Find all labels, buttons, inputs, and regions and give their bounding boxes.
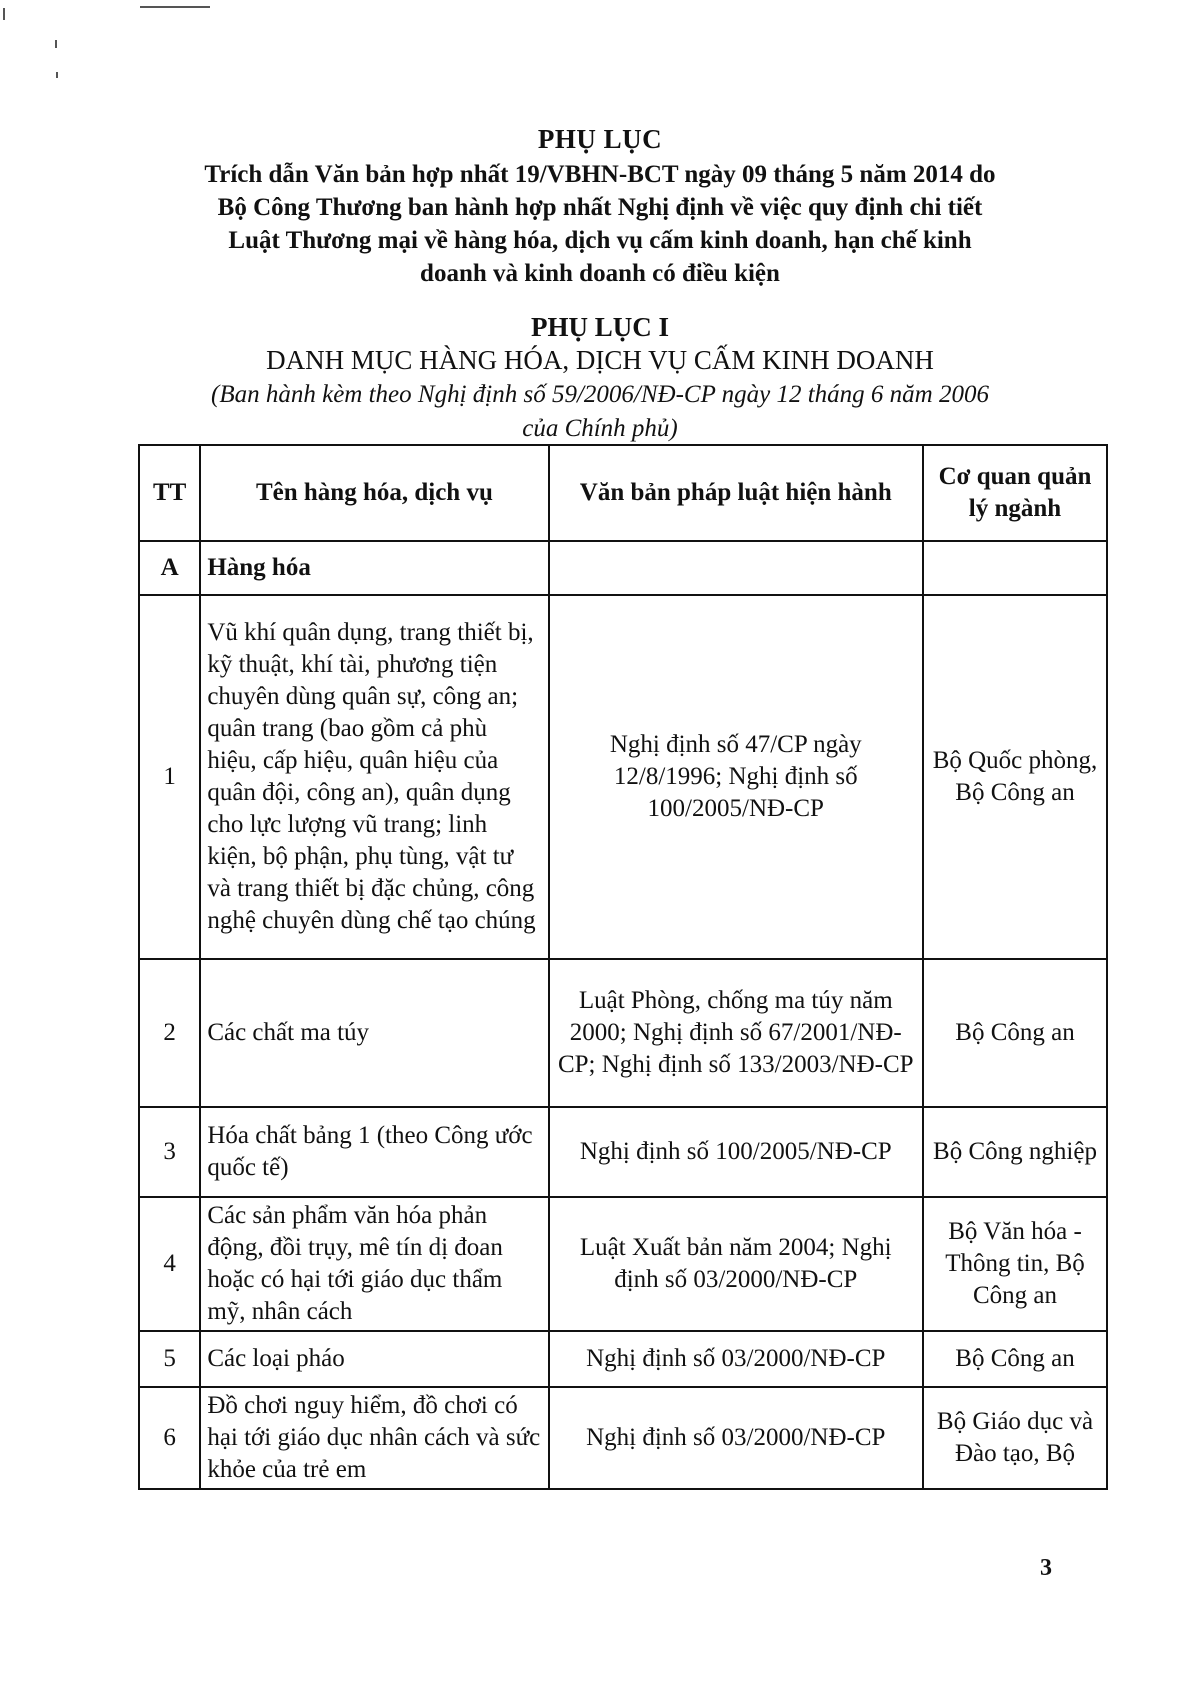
row-doc: Luật Phòng, chống ma túy năm 2000; Nghị định số 67/2001/NĐ-CP; Nghị định số 133/2003/NĐ-CP — [549, 959, 923, 1107]
page-number: 3 — [1040, 1555, 1052, 1581]
row-agency: Bộ Văn hóa - Thông tin, Bộ Công an — [923, 1197, 1107, 1331]
row-doc: Nghị định số 47/CP ngày 12/8/1996; Nghị định số 100/2005/NĐ-CP — [549, 595, 923, 959]
list-title: DANH MỤC HÀNG HÓA, DỊCH VỤ CẤM KINH DOANH — [266, 345, 934, 375]
column-header-tt: TT — [139, 445, 200, 541]
row-doc: Nghị định số 03/2000/NĐ-CP — [549, 1387, 923, 1489]
section-row — [139, 541, 1107, 595]
note-line: của Chính phủ) — [522, 415, 678, 442]
issuance-note — [0, 378, 1200, 446]
column-header-doc: Văn bản pháp luật hiện hành — [549, 445, 923, 541]
section-doc — [549, 541, 923, 595]
row-tt: 1 — [139, 595, 200, 959]
prohibited-goods-table — [138, 444, 1108, 1490]
intro-line: doanh và kinh doanh có điều kiện — [420, 260, 780, 287]
table-row — [139, 1197, 1107, 1331]
table-header-row — [139, 445, 1107, 541]
section-name: Hàng hóa — [200, 541, 548, 595]
intro-line: Luật Thương mại về hàng hóa, dịch vụ cấm kinh doanh, hạn chế kinh — [228, 227, 972, 254]
column-header-name: Tên hàng hóa, dịch vụ — [200, 445, 548, 541]
table-row — [139, 1387, 1107, 1489]
table-row — [139, 595, 1107, 959]
intro-line: Trích dẫn Văn bản hợp nhất 19/VBHN-BCT ngày 09 tháng 5 năm 2014 do — [204, 161, 996, 188]
intro-line: Bộ Công Thương ban hành hợp nhất Nghị định về việc quy định chi tiết — [217, 194, 983, 221]
appendix-title: PHỤ LỤC I — [530, 312, 669, 342]
row-name: Các loại pháo — [200, 1331, 548, 1387]
table-row — [139, 1107, 1107, 1197]
row-name: Các sản phẩm văn hóa phản động, đồi trụy, mê tín dị đoan hoặc có hại tới giáo dục thẩm mỹ, nhân cách — [200, 1197, 548, 1331]
document-title: PHỤ LỤC — [537, 124, 663, 154]
row-agency: Bộ Công an — [923, 1331, 1107, 1387]
scan-artifact — [140, 6, 210, 8]
row-agency: Bộ Công nghiệp — [923, 1107, 1107, 1197]
row-tt: 5 — [139, 1331, 200, 1387]
row-tt: 2 — [139, 959, 200, 1107]
row-tt: 4 — [139, 1197, 200, 1331]
row-tt: 6 — [139, 1387, 200, 1489]
row-name: Các chất ma túy — [200, 959, 548, 1107]
row-name: Đồ chơi nguy hiểm, đồ chơi có hại tới giáo dục nhân cách và sức khỏe của trẻ em — [200, 1387, 548, 1489]
scan-artifact — [56, 72, 58, 78]
row-name: Vũ khí quân dụng, trang thiết bị, kỹ thuật, khí tài, phương tiện chuyên dùng quân sự, công an; quân trang (bao gồm cả phù hiệu, cấp hiệu, quân hiệu của quân đội, công an), quân dụng cho lực lượng vũ trang; linh kiện, bộ phận, phụ tùng, vật tư và trang thiết bị đặc chủng, công nghệ chuyên dùng chế tạo chúng — [200, 595, 548, 959]
row-agency: Bộ Quốc phòng, Bộ Công an — [923, 595, 1107, 959]
section-agency — [923, 541, 1107, 595]
scan-artifact — [3, 8, 5, 20]
scan-artifact — [55, 40, 57, 48]
row-doc: Nghị định số 03/2000/NĐ-CP — [549, 1331, 923, 1387]
row-agency: Bộ Giáo dục và Đào tạo, Bộ — [923, 1387, 1107, 1489]
row-tt: 3 — [139, 1107, 200, 1197]
table-row — [139, 959, 1107, 1107]
row-doc: Nghị định số 100/2005/NĐ-CP — [549, 1107, 923, 1197]
column-header-agency: Cơ quan quản lý ngành — [923, 445, 1107, 541]
table-row — [139, 1331, 1107, 1387]
document-intro — [0, 158, 1200, 290]
row-doc: Luật Xuất bản năm 2004; Nghị định số 03/2000/NĐ-CP — [549, 1197, 923, 1331]
row-agency: Bộ Công an — [923, 959, 1107, 1107]
note-line: (Ban hành kèm theo Nghị định số 59/2006/NĐ-CP ngày 12 tháng 6 năm 2006 — [211, 381, 989, 408]
row-name: Hóa chất bảng 1 (theo Công ước quốc tế) — [200, 1107, 548, 1197]
section-code: A — [139, 541, 200, 595]
